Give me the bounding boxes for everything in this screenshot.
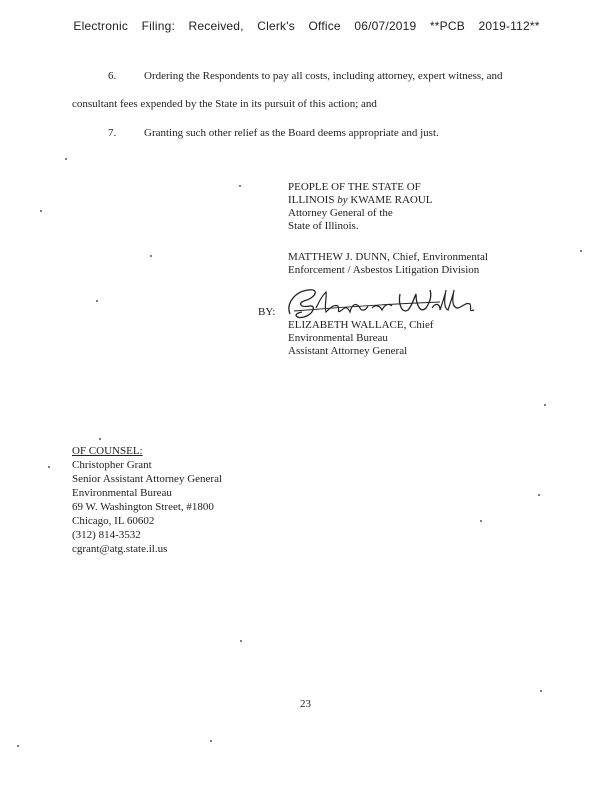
scan-speck xyxy=(538,494,540,496)
scan-speck xyxy=(210,740,212,742)
scan-speck xyxy=(480,520,482,522)
party-line-2-prefix: ILLINOIS xyxy=(288,194,338,206)
party-line-3: Attorney General of the xyxy=(288,207,393,219)
of-counsel-block xyxy=(72,444,222,556)
of-counsel-heading: OF COUNSEL: xyxy=(72,445,143,457)
by-label: BY: xyxy=(258,306,276,318)
scan-speck xyxy=(96,300,98,302)
signature-block xyxy=(288,181,433,233)
scan-speck xyxy=(48,466,50,468)
request-7-line1: Granting such other relief as the Board deems appropriate and just. xyxy=(144,127,439,139)
page-number: 23 xyxy=(300,698,311,710)
request-6-number: 6. xyxy=(108,70,117,82)
counsel-title: Senior Assistant Attorney General xyxy=(72,473,223,485)
scan-speck xyxy=(150,255,152,257)
counsel-email: cgrant@atg.state.il.us xyxy=(72,543,168,555)
request-7-number: 7. xyxy=(108,127,117,139)
party-line-2-by: by xyxy=(337,194,348,206)
signer-title-2: Assistant Attorney General xyxy=(288,345,408,357)
signer-name: ELIZABETH WALLACE, Chief xyxy=(288,319,434,331)
party-line-2 xyxy=(288,194,433,207)
scan-speck xyxy=(544,404,546,406)
signer-title-1: Environmental Bureau xyxy=(288,332,388,344)
counsel-phone: (312) 814-3532 xyxy=(72,529,141,541)
filing-header: Electronic Filing: Received, Clerk's Office 06/07/2019 **PCB 2019-112** xyxy=(73,19,540,33)
chief-line-1: MATTHEW J. DUNN, Chief, Environmental xyxy=(288,251,488,263)
scan-speck xyxy=(40,210,42,212)
scan-speck xyxy=(17,745,19,747)
handwritten-signature xyxy=(280,284,480,322)
party-line-1: PEOPLE OF THE STATE OF xyxy=(288,181,421,193)
scan-speck xyxy=(65,158,67,160)
scan-speck xyxy=(540,690,542,692)
scan-speck xyxy=(580,250,582,252)
scan-speck xyxy=(99,438,101,440)
counsel-bureau: Environmental Bureau xyxy=(72,487,172,499)
party-line-4: State of Illinois. xyxy=(288,220,359,232)
chief-block xyxy=(288,251,488,277)
scan-speck xyxy=(239,185,241,187)
counsel-street: 69 W. Washington Street, #1800 xyxy=(72,501,214,513)
scan-speck xyxy=(240,640,242,642)
request-6-line2: consultant fees expended by the State in its pursuit of this action; and xyxy=(72,98,377,110)
request-6-line1: Ordering the Respondents to pay all costs, including attorney, expert witness, and xyxy=(144,70,503,82)
counsel-city: Chicago, IL 60602 xyxy=(72,515,155,527)
chief-line-2: Enforcement / Asbestos Litigation Division xyxy=(288,264,480,276)
party-line-2-name: KWAME RAOUL xyxy=(347,194,433,206)
counsel-name: Christopher Grant xyxy=(72,459,152,471)
signer-block xyxy=(288,319,434,358)
